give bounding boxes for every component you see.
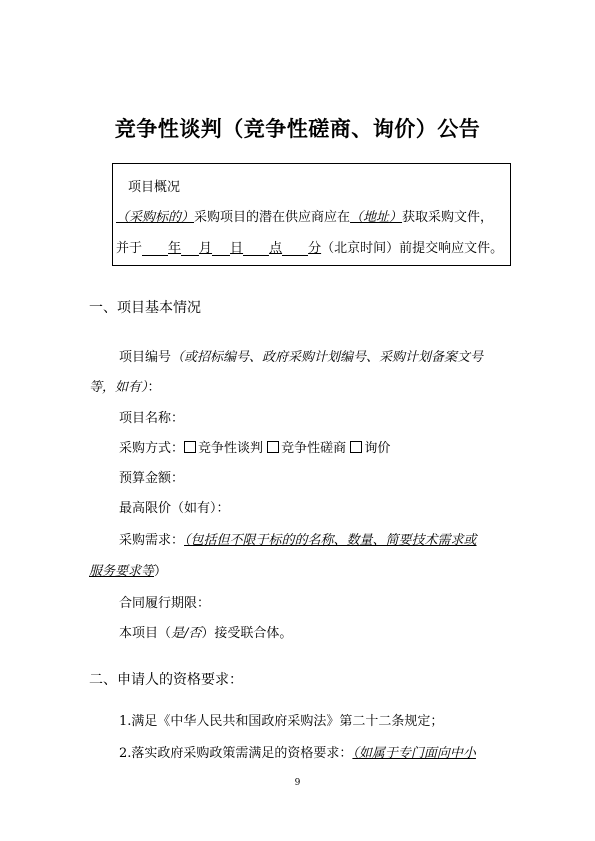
contract-period-label: 合同履行期限：: [119, 596, 211, 611]
field-label: 项目编号: [119, 350, 172, 365]
field-label: 采购需求：: [119, 533, 185, 548]
procurement-method-line: [119, 437, 390, 456]
qualification-item-1: 1.满足《中华人民共和国政府采购法》第二十二条规定；: [119, 714, 444, 729]
requirements-line-2: [89, 560, 167, 579]
project-name-label: 项目名称：: [119, 411, 185, 426]
option-label: 询价: [364, 441, 391, 456]
address-hint: （地址）: [350, 210, 403, 225]
option-label: 竞争性谈判: [198, 441, 264, 456]
date-day: 日: [230, 241, 244, 256]
consortium-text: 本项目（: [119, 626, 172, 641]
qualification-item-2: [119, 742, 476, 761]
page-number: 9: [294, 778, 301, 788]
overview-text: 并于: [116, 241, 143, 256]
budget-label: 预算金额：: [119, 471, 185, 486]
overview-text: 获取采购文件，: [402, 210, 494, 225]
field-label: 采购方式：: [119, 441, 185, 456]
section-1-heading: 一、项目基本情况: [89, 300, 201, 316]
consortium-line: [119, 622, 292, 641]
procurement-target-hint: （采购标的）: [116, 210, 195, 225]
blank-field: [243, 241, 269, 256]
overview-text: 采购项目的潜在供应商应在: [194, 210, 351, 225]
consortium-text: ）接受联合体。: [201, 626, 293, 641]
checkbox[interactable]: [350, 441, 362, 453]
blank-field: [212, 241, 230, 256]
project-number-line-2: [89, 376, 161, 395]
qualification-hint: （如属于专门面向中小: [352, 746, 476, 761]
field-close: ）: [154, 564, 168, 579]
checkbox[interactable]: [267, 441, 279, 453]
overview-heading: 项目概况: [128, 180, 181, 195]
field-hint: 服务要求等: [89, 564, 155, 579]
blank-field: [282, 241, 308, 256]
blank-field: [181, 241, 199, 256]
time-hour: 点: [269, 241, 283, 256]
checkbox[interactable]: [184, 441, 196, 453]
overview-line-2: [116, 237, 503, 256]
overview-line-1: [116, 206, 493, 225]
overview-text: （北京时间）前提交响应文件。: [321, 241, 504, 256]
page-title: 竞争性谈判（竞争性磋商、询价）公告: [114, 116, 481, 141]
field-hint: 等，如有）: [89, 380, 148, 395]
max-price-label: 最高限价（如有）：: [119, 501, 230, 516]
date-year: 年: [168, 241, 182, 256]
date-month: 月: [199, 241, 213, 256]
time-minute: 分: [308, 241, 322, 256]
section-2-heading: 二、申请人的资格要求：: [89, 672, 243, 688]
field-hint: （或招标编号、政府采购计划编号、采购计划备案文号: [171, 350, 484, 365]
project-number-line: [119, 346, 483, 365]
field-hint: （包括但不限于标的的名称、数量、简要技术需求或: [184, 533, 477, 548]
field-colon: ：: [147, 380, 161, 395]
requirements-line: [119, 529, 477, 548]
qualification-text: 2.落实政府采购政策需满足的资格要求：: [119, 746, 353, 761]
consortium-hint: 是/否: [171, 626, 202, 641]
option-label: 竞争性磋商: [281, 441, 347, 456]
blank-field: [142, 241, 168, 256]
